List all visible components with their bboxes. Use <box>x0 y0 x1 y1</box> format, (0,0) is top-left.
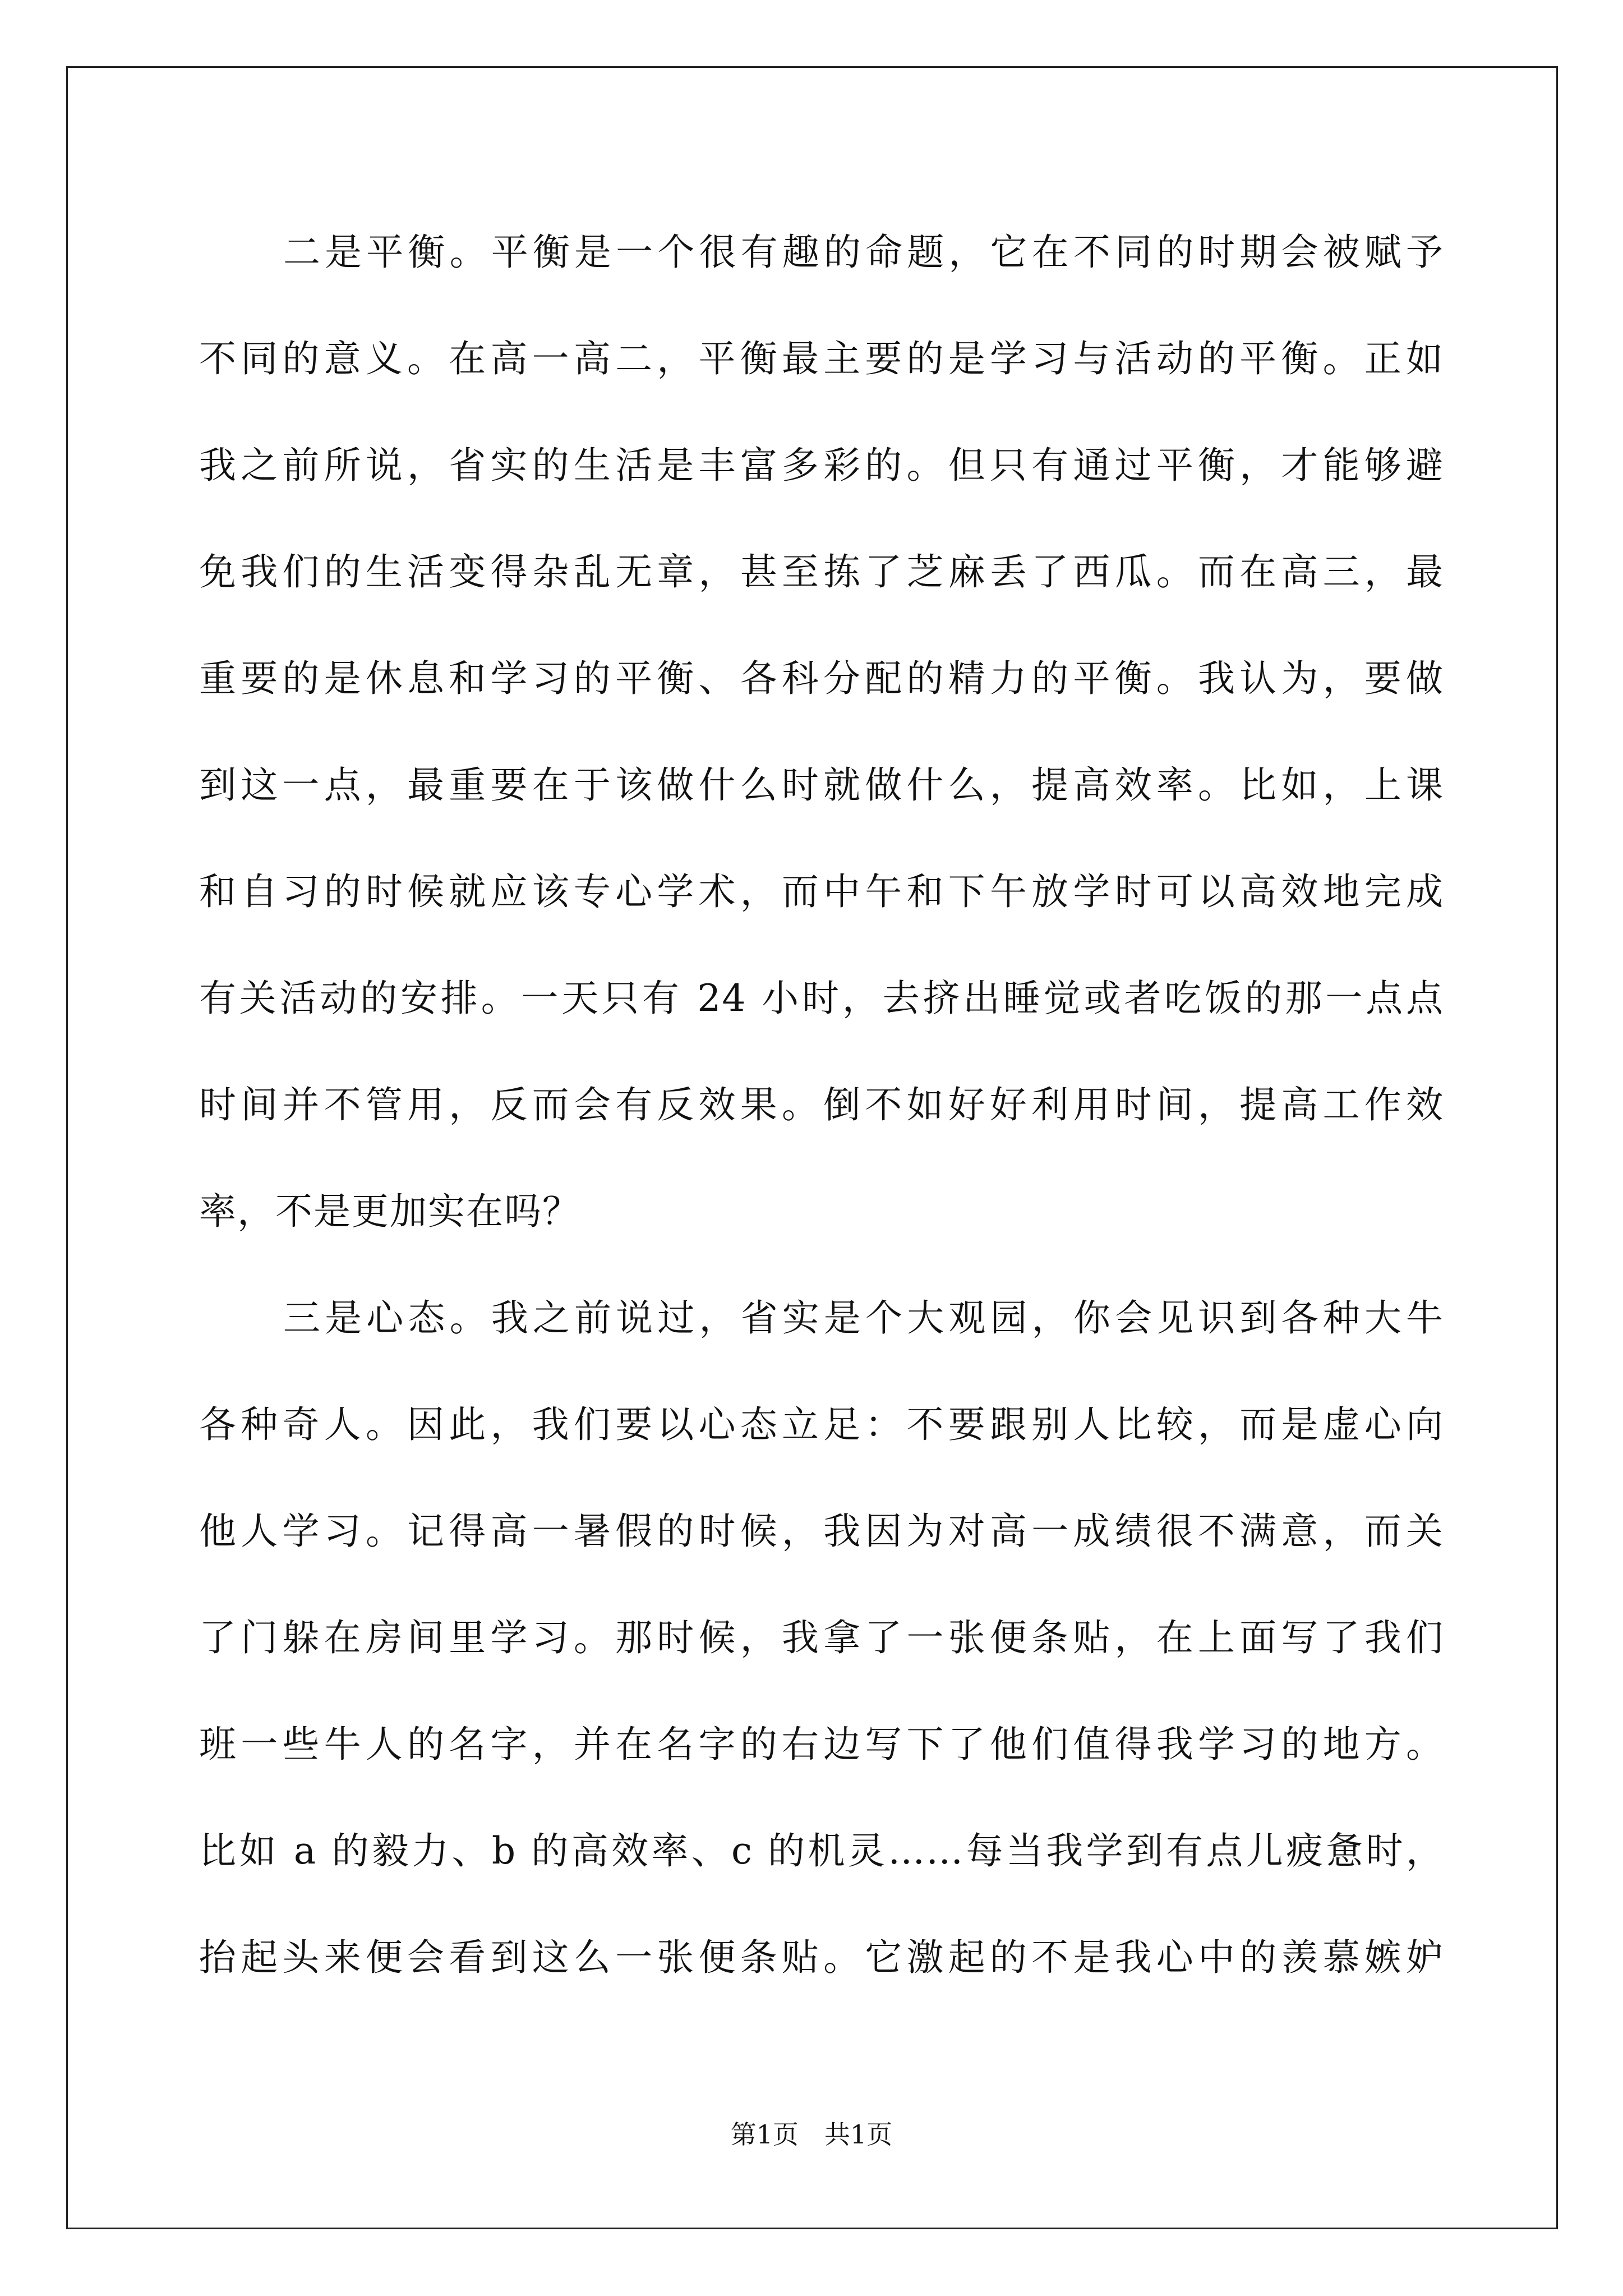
text-line: 免我们的生活变得杂乱无章，甚至拣了芝麻丢了西瓜。而在高三，最 <box>199 550 1444 593</box>
text-line: 了门躲在房间里学习。那时候，我拿了一张便条贴，在上面写了我们 <box>199 1616 1444 1659</box>
paragraph-mindset <box>199 1265 1444 2011</box>
text-line: 各种奇人。因此，我们要以心态立足：不要跟别人比较，而是虚心向 <box>199 1403 1444 1446</box>
text-line: 率，不是更加实在吗？ <box>199 1190 580 1233</box>
text-line: 二是平衡。平衡是一个很有趣的命题，它在不同的时期会被赋予 <box>283 231 1444 274</box>
text-line: 班一些牛人的名字，并在名字的右边写下了他们值得我学习的地方。 <box>199 1723 1444 1766</box>
paragraph-balance <box>199 199 1444 1265</box>
document-body <box>199 199 1444 2011</box>
text-line: 有关活动的安排。一天只有 24 小时，去挤出睡觉或者吃饭的那一点点 <box>199 977 1444 1020</box>
text-line: 不同的意义。在高一高二，平衡最主要的是学习与活动的平衡。正如 <box>199 337 1444 380</box>
text-line: 我之前所说，省实的生活是丰富多彩的。但只有通过平衡，才能够避 <box>199 444 1444 487</box>
text-line: 重要的是休息和学习的平衡、各科分配的精力的平衡。我认为，要做 <box>199 657 1444 700</box>
text-line: 到这一点，最重要在于该做什么时就做什么，提高效率。比如，上课 <box>199 763 1444 807</box>
text-line: 他人学习。记得高一暑假的时候，我因为对高一成绩很不满意，而关 <box>199 1510 1444 1553</box>
text-line: 和自习的时候就应该专心学术，而中午和下午放学时可以高效地完成 <box>199 870 1444 913</box>
text-line: 三是心态。我之前说过，省实是个大观园，你会见识到各种大牛 <box>283 1296 1444 1340</box>
text-line: 比如 a 的毅力、b 的高效率、c 的机灵……每当我学到有点儿疲惫时， <box>199 1829 1444 1872</box>
page-number-footer: 第1页 共1页 <box>730 2119 893 2150</box>
text-line: 时间并不管用，反而会有反效果。倒不如好好利用时间，提高工作效 <box>199 1083 1444 1126</box>
text-line: 抬起头来便会看到这么一张便条贴。它激起的不是我心中的羡慕嫉妒 <box>199 1936 1444 1979</box>
